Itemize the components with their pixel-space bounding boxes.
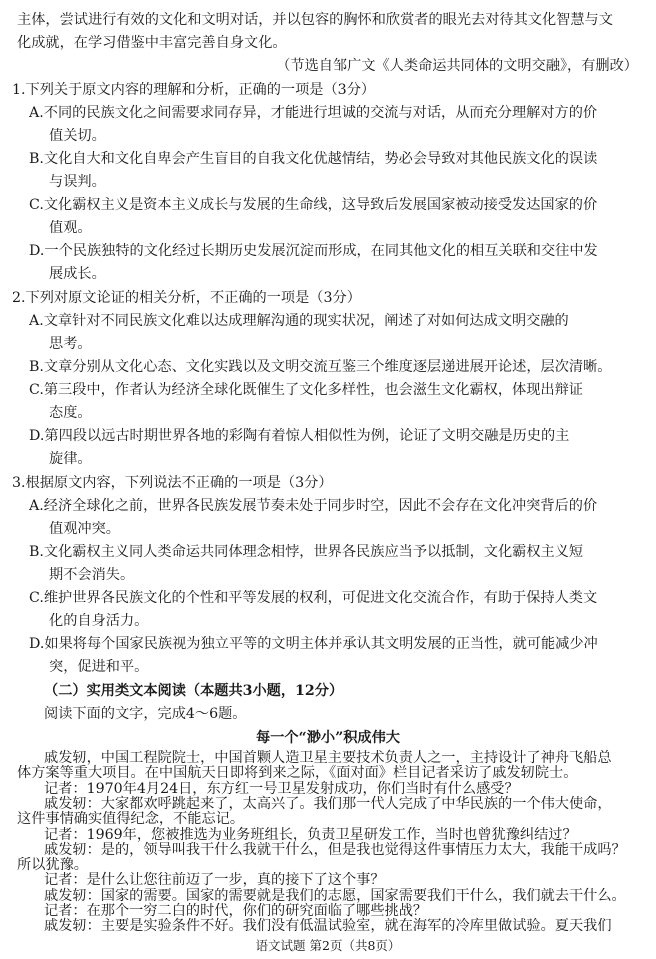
article-title: 每一个“渺小”积成伟大 <box>255 730 400 746</box>
interview-answer: 戚发轫：是的，领导叫我干什么我就干什么，但是我也觉得这件事情压力太大，我能干成吗？ <box>44 841 626 858</box>
q1-option-b: B.文化自大和文化自卑会产生盲目的自我文化优越情结，势必会导致对其他民族文化的误读 <box>29 151 598 167</box>
passage-line: 主体，尝试进行有效的文化和文明对话，并以包容的胸怀和欣赏者的眼光去对待其文化智慧与文 <box>17 12 613 28</box>
question-3-stem: 3.根据原文内容，下列说法不正确的一项是（3分） <box>12 475 333 491</box>
q2-option-d-cont: 旋律。 <box>49 451 92 467</box>
passage-line: 化成就，在学习借鉴中丰富完善自身文化。 <box>17 35 287 51</box>
q3-option-b-cont: 期不会消失。 <box>49 567 135 583</box>
q2-option-b: B.文章分别从文化心态、文化实践以及文明交流互鉴三个维度逐层递进展开论述，层次清晰。 <box>29 359 612 375</box>
q2-option-a-cont: 思考。 <box>49 336 92 352</box>
question-2-stem: 2.下列对原文论证的相关分析，不正确的一项是（3分） <box>12 290 361 306</box>
interview-question: 记者：1970年4月24日，东方红一号卫星发射成功，你们当时有什么感受？ <box>44 780 519 797</box>
section-heading: （二）实用类文本阅读（本题共3小题，12分） <box>44 683 344 699</box>
q3-option-c: C.维护世界各民族文化的个性和平等发展的权利，可促进文化交流合作，有助于保持人类文 <box>29 590 598 606</box>
interview-paragraph: 体方案等重大项目。在中国航天日即将到来之际，《面对面》栏目记者采访了戚发轫院士。 <box>17 765 578 782</box>
q2-option-d: D.第四段以远古时期世界各地的彩陶有着惊人相似性为例，论证了文明交融是历史的主 <box>29 428 570 444</box>
question-1-stem: 1.下列关于原文内容的理解和分析，正确的一项是（3分） <box>12 82 376 98</box>
interview-answer: 这件事情确实值得纪念，不能忘记。 <box>17 811 245 828</box>
interview-answer: 戚发轫：主要是实验条件不好。我们没有低温试验室，就在海军的冷库里做试验。夏天我们 <box>44 918 612 935</box>
q3-option-a-cont: 值观冲突。 <box>49 521 120 537</box>
q1-option-c: C.文化霸权主义是资本主义成长与发展的生命线，这导致后发展国家被动接受发达国家的价 <box>29 197 598 213</box>
interview-question: 记者：1969年，您被推选为业务班组长，负责卫星研发工作，当时也曾犹豫纠结过？ <box>44 826 577 843</box>
q1-option-d-cont: 展成长。 <box>49 266 106 282</box>
reading-instruction: 阅读下面的文字，完成4～6题。 <box>44 706 247 722</box>
q2-option-c: C.第三段中，作者认为经济全球化既催生了文化多样性，也会滋生文化霸权，体现出辩证 <box>29 382 583 398</box>
page-footer: 语文试题 第2页（共8页） <box>255 938 401 953</box>
interview-answer: 所以犹豫。 <box>17 857 88 874</box>
q1-option-c-cont: 值观。 <box>49 220 92 236</box>
interview-question: 记者：在那个一穷二白的时代，你们的研究面临了哪些挑战？ <box>44 903 428 919</box>
q2-option-a: A.文章针对不同民族文化难以达成理解沟通的现实状况，阐述了对如何达成文明交融的 <box>29 313 569 329</box>
interview-answer: 戚发轫：国家的需要。国家的需要就是我们的志愿，国家需要我们干什么，我们就去干什么。 <box>44 887 626 904</box>
q3-option-a: A.经济全球化之前，世界各民族发展节奏未处于同步时空，因此不会存在文化冲突背后的价 <box>29 498 598 514</box>
q3-option-b: B.文化霸权主义同人类命运共同体理念相悖，世界各民族应当予以抵制，文化霸权主义短 <box>29 544 584 560</box>
q1-option-a: A.不同的民族文化之间需要求同存异，才能进行坦诚的交流与对话，从而充分理解对方的价 <box>29 105 598 121</box>
q2-option-c-cont: 态度。 <box>49 405 92 421</box>
q3-option-d-cont: 突，促进和平。 <box>49 659 149 675</box>
interview-paragraph: 戚发轫，中国工程院院士，中国首颗人造卫星主要技术负责人之一，主持设计了神舟飞船总 <box>44 750 612 766</box>
interview-question: 记者：是什么让您往前迈了一步，真的接下了这个事？ <box>44 872 385 889</box>
q1-option-b-cont: 与误判。 <box>49 174 106 190</box>
q1-option-d: D.一个民族独特的文化经过长期历史发展沉淀而形成，在同其他文化的相互关联和交往中发 <box>29 243 598 259</box>
source-citation: （节选自邹广文《人类命运共同体的文明交融》，有删改） <box>276 58 638 74</box>
q3-option-d: D.如果将每个国家民族视为独立平等的文明主体并承认其文明发展的正当性，就可能减少冲 <box>29 636 598 652</box>
q1-option-a-cont: 值关切。 <box>49 128 106 144</box>
q3-option-c-cont: 化的自身活力。 <box>49 613 149 629</box>
interview-answer: 戚发轫：大家都欢呼跳起来了，太高兴了。我们那一代人完成了中华民族的一个伟大使命， <box>44 795 612 812</box>
